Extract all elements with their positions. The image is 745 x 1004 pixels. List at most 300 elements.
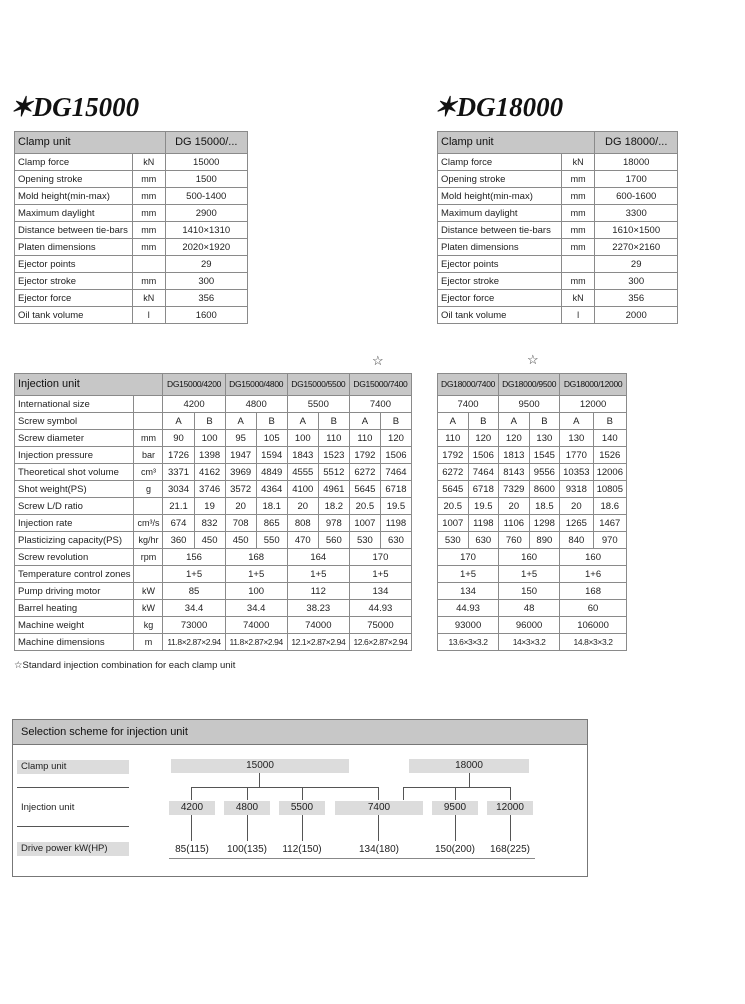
spec-label: Ejector points [15,256,133,273]
spec-unit: cm³ [134,464,163,481]
spec-value: A [287,413,318,430]
spec-label: Oil tank volume [15,307,133,324]
dg18000-title: ✶DG18000 [434,92,564,122]
injection-row [438,634,627,651]
spec-value: 3300 [595,205,678,222]
spec-unit: mm [561,188,595,205]
row-separator [17,826,129,827]
injection-row [15,396,412,413]
spec-unit: l [132,307,165,324]
spec-label: Machine weight [15,617,134,634]
tree-line [191,787,192,800]
clamp-row [438,154,678,171]
spec-value: 500-1400 [165,188,247,205]
spec-unit [134,566,163,583]
clamp-row [15,222,248,239]
spec-value: 120 [380,430,411,447]
spec-value: 106000 [560,617,627,634]
tree-line [302,815,303,841]
spec-unit: mm [561,273,595,290]
spec-value: 6272 [438,464,469,481]
spec-unit [134,498,163,515]
injection-row [15,549,412,566]
spec-value: 15000 [165,154,247,171]
spec-value: 3371 [163,464,194,481]
spec-label: Oil tank volume [438,307,562,324]
spec-value: A [349,413,380,430]
spec-value: 14.8×3×3.2 [560,634,627,651]
spec-value: 1198 [468,515,499,532]
dg15000-clamp-table [14,131,248,324]
spec-value: 630 [380,532,411,549]
spec-value: 134 [349,583,411,600]
spec-value: A [163,413,194,430]
spec-value: 19.5 [380,498,411,515]
spec-value: 7464 [380,464,411,481]
international-size: 12000 [560,396,627,413]
spec-unit: mm [134,430,163,447]
spec-label: International size [15,396,134,413]
spec-value: 970 [593,532,626,549]
spec-value: 21.1 [163,498,194,515]
injection-row [438,600,627,617]
tree-line [455,787,456,800]
injection-row [438,481,627,498]
spec-value: 18000 [595,154,678,171]
spec-value: B [256,413,287,430]
spec-value: 8143 [499,464,530,481]
injection-row [15,481,412,498]
spec-value: 10353 [560,464,593,481]
spec-label: Opening stroke [438,171,562,188]
spec-value: 5512 [318,464,349,481]
clamp-unit-label: Clamp unit [21,761,67,772]
clamp-header-row [438,132,678,154]
spec-value: 1+5 [287,566,349,583]
spec-unit: mm [561,222,595,239]
drive-power-label: Drive power kW(HP) [21,843,108,854]
spec-value: 1726 [163,447,194,464]
injection-unit-7400: 7400 [335,801,423,815]
spec-value: 18.5 [529,498,560,515]
clamp-unit-18000: 18000 [409,759,529,773]
spec-value: 120 [468,430,499,447]
spec-value: 4849 [256,464,287,481]
spec-value: A [225,413,256,430]
spec-value: 170 [349,549,411,566]
spec-value: 1610×1500 [595,222,678,239]
spec-value: 3746 [194,481,225,498]
spec-label: Temperature control zones [15,566,134,583]
spec-value: B [194,413,225,430]
spec-value: 85 [163,583,225,600]
spec-label: Mold height(min-max) [15,188,133,205]
spec-value: A [499,413,530,430]
injection-row [438,549,627,566]
spec-unit [132,256,165,273]
spec-value: 112 [287,583,349,600]
spec-value: 550 [256,532,287,549]
spec-value: 20 [287,498,318,515]
tree-line [510,815,511,841]
spec-unit: m [134,634,163,651]
spec-value: 1007 [349,515,380,532]
spec-value: 7329 [499,481,530,498]
spec-label: Maximum daylight [15,205,133,222]
clamp-unit-header: Clamp unit [438,132,595,154]
spec-value: 1007 [438,515,469,532]
international-size: 7400 [349,396,411,413]
injection-row [438,396,627,413]
clamp-row [438,171,678,188]
injection-row [15,430,412,447]
spec-value: 3969 [225,464,256,481]
drive-power-9500: 150(200) [434,844,476,855]
spec-value: 18.1 [256,498,287,515]
spec-value: 840 [560,532,593,549]
spec-value: 29 [595,256,678,273]
spec-value: 168 [560,583,627,600]
spec-value: 13.6×3×3.2 [438,634,499,651]
spec-value: 20 [499,498,530,515]
clamp-row [15,205,248,222]
spec-unit: mm [132,188,165,205]
injection-row [438,498,627,515]
drive-power-7400: 134(180) [358,844,400,855]
model-header: DG15000/7400 [349,374,411,396]
spec-value: 1594 [256,447,287,464]
spec-value: 1506 [468,447,499,464]
spec-value: 130 [529,430,560,447]
injection-row [15,583,412,600]
spec-label: Platen dimensions [438,239,562,256]
injection-unit-4800: 4800 [224,801,270,815]
international-size: 5500 [287,396,349,413]
spec-unit: kN [132,154,165,171]
spec-label: Ejector force [15,290,133,307]
dg15000-injection-table [14,373,412,651]
spec-unit: kW [134,583,163,600]
dg18000-clamp-table [437,131,678,324]
clamp-row [15,307,248,324]
spec-value: 95 [225,430,256,447]
spec-value: 2900 [165,205,247,222]
spec-value: 1106 [499,515,530,532]
clamp-row [438,273,678,290]
injection-header-row [438,374,627,396]
spec-value: 832 [194,515,225,532]
spec-value: 3572 [225,481,256,498]
spec-value: 4100 [287,481,318,498]
spec-value: 630 [468,532,499,549]
clamp-row [15,273,248,290]
spec-value: 6272 [349,464,380,481]
injection-row [15,600,412,617]
injection-row [438,617,627,634]
injection-row [15,634,412,651]
spec-value: 600-1600 [595,188,678,205]
spec-value: 1198 [380,515,411,532]
spec-value: 120 [499,430,530,447]
spec-value: 100 [225,583,287,600]
clamp-row [438,239,678,256]
spec-value: 1523 [318,447,349,464]
tree-line [247,815,248,841]
injection-row [15,566,412,583]
spec-value: 2270×2160 [595,239,678,256]
injection-row [15,464,412,481]
spec-label: Screw diameter [15,430,134,447]
model-header: DG18000/7400 [438,374,499,396]
spec-value: 164 [287,549,349,566]
spec-unit: kW [134,600,163,617]
spec-value: 1410×1310 [165,222,247,239]
spec-value: 1700 [595,171,678,188]
spec-value: 160 [499,549,560,566]
spec-value: 7464 [468,464,499,481]
injection-row [438,464,627,481]
tree-line [455,815,456,841]
tree-line [469,773,470,787]
spec-value: 1792 [349,447,380,464]
clamp-model-header: DG 15000/... [165,132,247,154]
tree-line [510,787,511,800]
drive-power-12000: 168(225) [489,844,531,855]
spec-value: 96000 [499,617,560,634]
spec-label: Barrel heating [15,600,134,617]
injection-row [15,532,412,549]
bottom-rule [169,858,535,859]
spec-unit: rpm [134,549,163,566]
spec-unit: kN [561,290,595,307]
spec-value: 12006 [593,464,626,481]
spec-value: 3034 [163,481,194,498]
spec-unit: kN [561,154,595,171]
spec-value: 168 [225,549,287,566]
spec-value: 20.5 [438,498,469,515]
spec-value: 73000 [163,617,225,634]
spec-value: A [560,413,593,430]
spec-value: 470 [287,532,318,549]
tree-line [259,773,260,787]
spec-value: 18.6 [593,498,626,515]
spec-label: Pump driving motor [15,583,134,600]
spec-value: 1+5 [225,566,287,583]
spec-unit: mm [561,239,595,256]
spec-value: 4555 [287,464,318,481]
spec-value: 8600 [529,481,560,498]
spec-value: 808 [287,515,318,532]
clamp-row [15,171,248,188]
clamp-row [15,154,248,171]
spec-value: 1+5 [349,566,411,583]
spec-value: 134 [438,583,499,600]
spec-value: 110 [349,430,380,447]
spec-value: 170 [438,549,499,566]
spec-value: 100 [194,430,225,447]
spec-value: 1545 [529,447,560,464]
spec-unit: g [134,481,163,498]
injection-unit-5500: 5500 [279,801,325,815]
spec-value: 1770 [560,447,593,464]
spec-value: 2020×1920 [165,239,247,256]
spec-value: 1+5 [163,566,225,583]
row-separator [17,787,129,788]
spec-value: 450 [225,532,256,549]
spec-value: 11.8×2.87×2.94 [163,634,225,651]
injection-header-row [15,374,412,396]
spec-value: 19 [194,498,225,515]
spec-value: 530 [349,532,380,549]
spec-value: 20.5 [349,498,380,515]
injection-row [438,583,627,600]
spec-value: 29 [165,256,247,273]
international-size: 7400 [438,396,499,413]
clamp-model-header: DG 18000/... [595,132,678,154]
spec-value: 4162 [194,464,225,481]
spec-value: 90 [163,430,194,447]
spec-value: 6718 [468,481,499,498]
tree-line [302,787,303,800]
spec-label: Distance between tie-bars [15,222,133,239]
spec-value: 5645 [438,481,469,498]
model-header: DG15000/5500 [287,374,349,396]
spec-label: Ejector stroke [15,273,133,290]
spec-value: 1398 [194,447,225,464]
standard-combination-star: ☆ [372,353,384,368]
spec-label: Machine dimensions [15,634,134,651]
injection-unit-4200: 4200 [169,801,215,815]
tree-line [403,787,404,800]
spec-unit: cm³/s [134,515,163,532]
spec-value: 1+5 [438,566,499,583]
spec-value: 1+6 [560,566,627,583]
spec-value: 708 [225,515,256,532]
spec-value: 300 [595,273,678,290]
spec-label: Clamp force [438,154,562,171]
spec-value: 530 [438,532,469,549]
clamp-row [438,222,678,239]
clamp-row [438,256,678,273]
spec-unit: mm [132,171,165,188]
model-header: DG18000/12000 [560,374,627,396]
spec-value: 160 [560,549,627,566]
spec-value: 12.6×2.87×2.94 [349,634,411,651]
spec-label: Ejector points [438,256,562,273]
spec-unit: mm [132,239,165,256]
spec-value: B [380,413,411,430]
spec-unit: mm [132,222,165,239]
injection-row [15,498,412,515]
spec-value: 100 [287,430,318,447]
clamp-row [438,307,678,324]
spec-unit [134,413,163,430]
dg18000-injection-table [437,373,627,651]
spec-label: Distance between tie-bars [438,222,562,239]
tree-line [378,815,379,841]
spec-value: 60 [560,600,627,617]
spec-value: 74000 [287,617,349,634]
spec-value: 18.2 [318,498,349,515]
spec-label: Mold height(min-max) [438,188,562,205]
spec-value: 1265 [560,515,593,532]
standard-combination-star: ☆ [527,352,539,367]
spec-value: 890 [529,532,560,549]
spec-unit: bar [134,447,163,464]
spec-value: 9318 [560,481,593,498]
drive-power-5500: 112(150) [282,844,322,855]
clamp-row [15,188,248,205]
spec-unit: l [561,307,595,324]
spec-value: 74000 [225,617,287,634]
spec-value: A [438,413,469,430]
spec-value: 110 [438,430,469,447]
injection-row [438,532,627,549]
spec-value: 110 [318,430,349,447]
spec-value: 360 [163,532,194,549]
spec-value: 1947 [225,447,256,464]
spec-value: 130 [560,430,593,447]
spec-value: 34.4 [225,600,287,617]
spec-value: 760 [499,532,530,549]
spec-label: Shot weight(PS) [15,481,134,498]
spec-value: 1813 [499,447,530,464]
tree-line [403,787,511,788]
injection-row [15,617,412,634]
spec-label: Opening stroke [15,171,133,188]
spec-value: 560 [318,532,349,549]
scheme-title: Selection scheme for injection unit [13,720,587,745]
clamp-row [438,188,678,205]
spec-value: 38.23 [287,600,349,617]
clamp-unit-header: Clamp unit [15,132,166,154]
injection-row [438,413,627,430]
spec-value: 674 [163,515,194,532]
spec-value: 20 [560,498,593,515]
clamp-row [15,290,248,307]
tree-line [191,787,379,788]
spec-value: B [468,413,499,430]
spec-label: Theoretical shot volume [15,464,134,481]
injection-row [438,430,627,447]
clamp-header-row [15,132,248,154]
injection-row [15,447,412,464]
spec-value: B [593,413,626,430]
injection-row [438,515,627,532]
international-size: 4200 [163,396,225,413]
spec-unit: kg/hr [134,532,163,549]
spec-value: B [529,413,560,430]
injection-unit-12000: 12000 [487,801,533,815]
dg15000-title: ✶DG15000 [10,92,140,122]
spec-value: 44.93 [438,600,499,617]
spec-label: Ejector stroke [438,273,562,290]
clamp-row [438,290,678,307]
spec-value: 9556 [529,464,560,481]
spec-unit: kN [132,290,165,307]
spec-value: 356 [595,290,678,307]
spec-label: Plasticizing capacity(PS) [15,532,134,549]
spec-value: 4961 [318,481,349,498]
spec-value: 356 [165,290,247,307]
injection-row [15,413,412,430]
spec-label: Screw revolution [15,549,134,566]
spec-value: 1+5 [499,566,560,583]
injection-unit-9500: 9500 [432,801,478,815]
spec-value: 450 [194,532,225,549]
spec-unit: kg [134,617,163,634]
international-size: 9500 [499,396,560,413]
